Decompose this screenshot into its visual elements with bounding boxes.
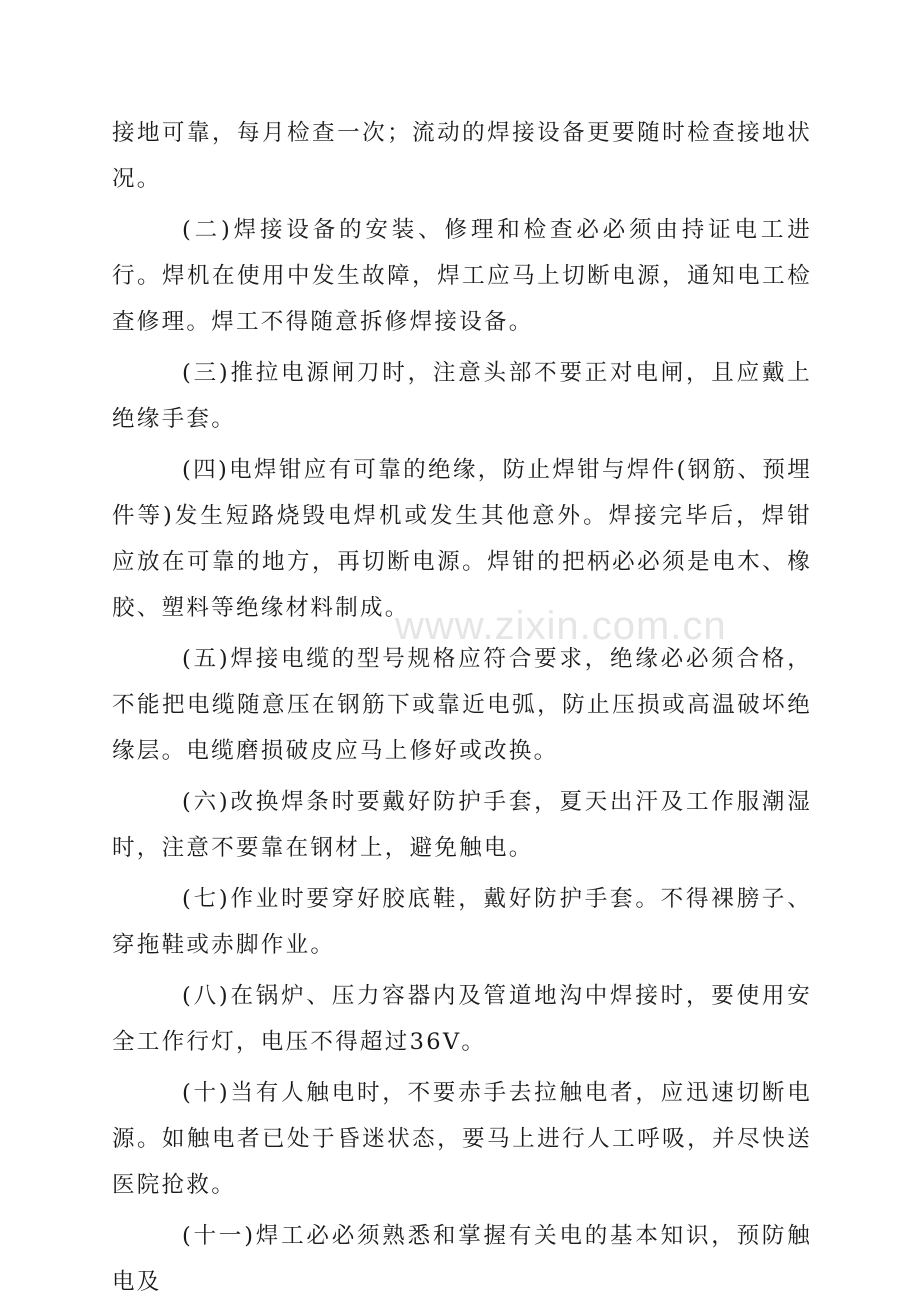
paragraph-grounding-check: 接地可靠，每月检查一次；流动的焊接设备更要随时检查接地状况。 [112,120,812,192]
paragraph-item-4: (四)电焊钳应有可靠的绝缘，防止焊钳与焊件(钢筋、预埋件等)发生短路烧毁电焊机或发生其他意外。焊接完毕后，焊钳应放在可靠的地方，再切断电源。焊钳的把柄必必须是电木、橡胶、塑料等绝缘材料制成。 [112,457,812,621]
paragraph-item-7: (七)作业时要穿好胶底鞋，戴好防护手套。不得裸膀子、穿拖鞋或赤脚作业。 [112,886,812,958]
paragraph-item-2: (二)焊接设备的安装、修理和检查必必须由持证电工进行。焊机在使用中发生故障，焊工应马上切断电源，通知电工检查修理。焊工不得随意拆修焊接设备。 [112,217,812,335]
paragraph-item-11: (十一)焊工必必须熟悉和掌握有关电的基本知识，预防触电及 [112,1223,812,1295]
paragraph-item-6: (六)改换焊条时要戴好防护手套，夏天出汗及工作服潮湿时，注意不要靠在钢材上，避免触电。 [112,789,812,861]
watermark: www.zixin.com.cn [395,604,727,648]
document-body [112,110,812,1302]
paragraph-item-8: (八)在锅炉、压力容器内及管道地沟中焊接时，要使用安全工作行灯，电压不得超过36V。 [112,983,812,1055]
paragraph-item-10: (十)当有人触电时，不要赤手去拉触电者，应迅速切断电源。如触电者已处于昏迷状态，要马上进行人工呼吸，并尽快送医院抢救。 [112,1080,812,1198]
paragraph-item-5: (五)焊接电缆的型号规格应符合要求，绝缘必必须合格，不能把电缆随意压在钢筋下或靠近电弧，防止压损或高温破坏绝缘层。电缆磨损破皮应马上修好或改换。 [112,646,812,764]
paragraph-item-3: (三)推拉电源闸刀时，注意头部不要正对电闸，且应戴上绝缘手套。 [112,360,812,432]
